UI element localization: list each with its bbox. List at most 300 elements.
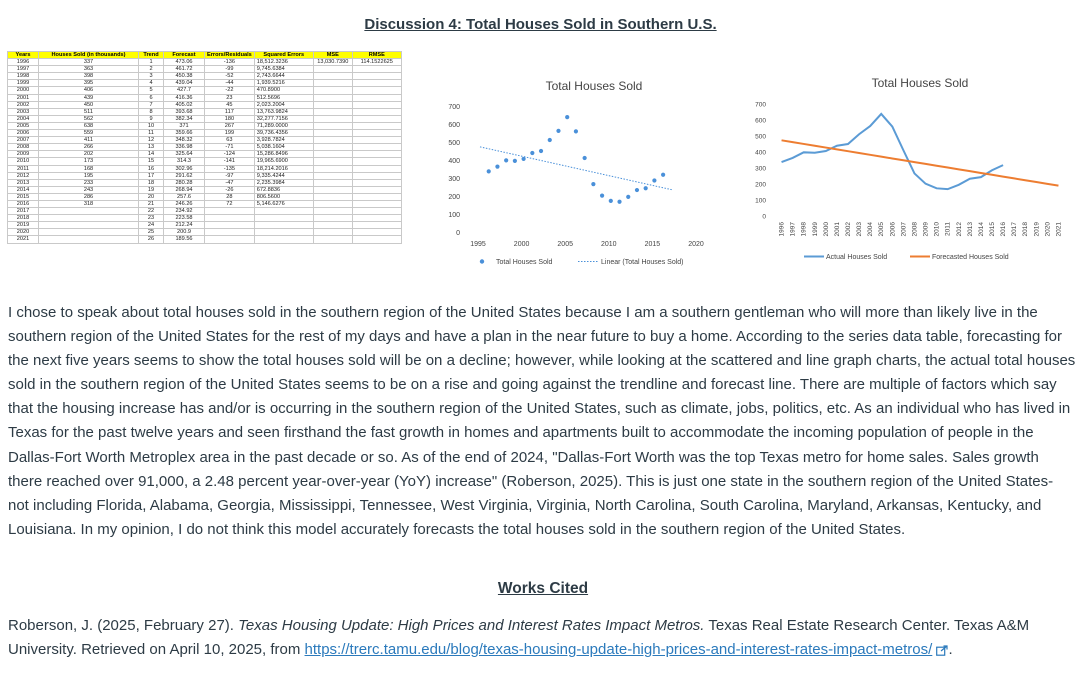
table-cell	[254, 236, 313, 243]
table-header-cell: MSE	[313, 52, 352, 59]
table-cell	[352, 186, 401, 193]
table-cell: 63	[205, 137, 255, 144]
x-tick-label: 2010	[601, 241, 617, 248]
y-tick-label: 400	[755, 149, 766, 157]
table-cell	[313, 186, 352, 193]
table-cell: 3,928.7824	[254, 137, 313, 144]
table-cell	[313, 144, 352, 151]
x-tick-label: 2021	[1055, 222, 1063, 237]
table-cell	[352, 137, 401, 144]
table-cell: 15	[139, 158, 164, 165]
table-cell	[313, 73, 352, 80]
y-tick-label: 300	[755, 165, 766, 173]
table-cell: 1996	[8, 59, 39, 66]
data-point	[644, 186, 648, 190]
table-cell: 21	[139, 200, 164, 207]
table-cell: 314.3	[164, 158, 205, 165]
table-cell: 19	[139, 186, 164, 193]
table-cell: 9	[139, 115, 164, 122]
table-cell	[254, 208, 313, 215]
table-cell: 450	[39, 101, 139, 108]
table-cell	[313, 122, 352, 129]
data-point	[574, 129, 578, 133]
table-cell: 393.68	[164, 108, 205, 115]
table-cell: -26	[205, 186, 255, 193]
table-cell: 268.94	[164, 186, 205, 193]
table-cell: 286	[39, 193, 139, 200]
table-cell: 806.5600	[254, 193, 313, 200]
table-row	[8, 179, 402, 186]
table-cell	[205, 208, 255, 215]
table-cell: -135	[205, 165, 255, 172]
y-tick-label: 600	[755, 117, 766, 125]
table-cell	[352, 172, 401, 179]
table-cell: 2000	[8, 87, 39, 94]
table-cell: 470.8900	[254, 87, 313, 94]
y-tick-label: 300	[448, 176, 460, 183]
table-cell	[313, 193, 352, 200]
table-cell: -52	[205, 73, 255, 80]
table-cell: 2013	[8, 179, 39, 186]
x-tick-label: 2006	[889, 222, 897, 237]
table-header-cell: Trend	[139, 52, 164, 59]
table-cell: 461.72	[164, 66, 205, 73]
table-row	[8, 66, 402, 73]
x-tick-label: 2019	[1033, 222, 1041, 237]
table-cell: 473.06	[164, 59, 205, 66]
x-tick-label: 2008	[911, 222, 919, 237]
table-cell	[352, 215, 401, 222]
table-row	[8, 151, 402, 158]
x-tick-label: 1995	[470, 241, 486, 248]
table-cell	[352, 236, 401, 243]
table-row	[8, 101, 402, 108]
table-cell: -141	[205, 158, 255, 165]
x-tick-label: 2010	[933, 222, 941, 237]
table-cell: 18,214.2016	[254, 165, 313, 172]
table-cell: 2,743.6644	[254, 73, 313, 80]
table-cell: 18,512.3236	[254, 59, 313, 66]
table-cell	[205, 236, 255, 243]
table-cell: -136	[205, 59, 255, 66]
table-cell: 2010	[8, 158, 39, 165]
table-cell: 9,335.4244	[254, 172, 313, 179]
table-cell	[313, 172, 352, 179]
x-tick-label: 2017	[1011, 222, 1019, 237]
chart-title: Total Houses Sold	[545, 79, 643, 93]
x-tick-label: 1997	[789, 222, 797, 237]
table-cell: 439	[39, 94, 139, 101]
x-tick-label: 2020	[688, 241, 704, 248]
table-cell	[313, 208, 352, 215]
table-cell: 450.38	[164, 73, 205, 80]
table-cell: 511	[39, 108, 139, 115]
table-cell: 8	[139, 108, 164, 115]
table-cell	[313, 158, 352, 165]
data-point	[522, 157, 526, 161]
table-cell: 337	[39, 59, 139, 66]
table-cell: 114.1522625	[352, 59, 401, 66]
x-tick-label: 2013	[966, 222, 974, 237]
table-cell: 16	[139, 165, 164, 172]
table-cell	[39, 222, 139, 229]
table-cell	[205, 229, 255, 236]
table-cell	[39, 208, 139, 215]
table-cell: 1	[139, 59, 164, 66]
table-cell: 411	[39, 137, 139, 144]
table-cell: 28	[205, 193, 255, 200]
x-tick-label: 2014	[977, 222, 985, 237]
table-cell	[313, 215, 352, 222]
table-cell	[313, 80, 352, 87]
y-tick-label: 200	[448, 194, 460, 201]
table-cell: 25	[139, 229, 164, 236]
y-tick-label: 500	[755, 133, 766, 141]
table-row	[8, 172, 402, 179]
table-cell: -99	[205, 66, 255, 73]
table-cell: 4	[139, 80, 164, 87]
table-cell	[313, 115, 352, 122]
table-cell: 359.66	[164, 130, 205, 137]
table-cell: 1999	[8, 80, 39, 87]
table-cell: 257.6	[164, 193, 205, 200]
table-cell: -97	[205, 172, 255, 179]
citation	[8, 614, 1076, 662]
table-cell	[352, 66, 401, 73]
table-cell: -47	[205, 179, 255, 186]
table-cell: 233	[39, 179, 139, 186]
table-row	[8, 80, 402, 87]
table-cell: 189.56	[164, 236, 205, 243]
table-cell	[352, 144, 401, 151]
x-tick-label: 2000	[513, 241, 530, 248]
chart-title: Total Houses Sold	[871, 76, 969, 90]
table-row	[8, 236, 402, 243]
table-cell	[39, 236, 139, 243]
table-cell: 439.04	[164, 80, 205, 87]
table-row	[8, 108, 402, 115]
table-cell: 246.26	[164, 200, 205, 207]
data-point	[609, 199, 613, 203]
table-cell: 173	[39, 158, 139, 165]
table-cell	[254, 215, 313, 222]
table-cell: 19,965.6900	[254, 158, 313, 165]
legend-label: Actual Houses Sold	[826, 254, 888, 261]
table-cell: 13	[139, 144, 164, 151]
data-point	[652, 178, 656, 182]
table-cell: 45	[205, 101, 255, 108]
citation-title: Texas Housing Update: High Prices and Interest Rates Impact Metros.	[238, 617, 705, 634]
data-point	[600, 194, 604, 198]
table-cell	[313, 151, 352, 158]
page-title: Discussion 4: Total Houses Sold in Southern U.S.	[364, 16, 717, 33]
table-cell: 348.32	[164, 137, 205, 144]
table-header-cell: RMSE	[352, 52, 401, 59]
x-tick-label: 2002	[845, 222, 852, 237]
table-cell: 1,939.5216	[254, 80, 313, 87]
data-point	[539, 149, 543, 153]
data-point	[556, 129, 560, 133]
table-cell: 2018	[8, 215, 39, 222]
table-cell: 2021	[8, 236, 39, 243]
data-point	[617, 200, 621, 204]
table-row	[8, 115, 402, 122]
table-cell: 6	[139, 94, 164, 101]
table-cell	[313, 137, 352, 144]
x-tick-label: 1996	[778, 222, 786, 237]
table-row	[8, 144, 402, 151]
table-cell: 14	[139, 151, 164, 158]
table-cell: 2002	[8, 101, 39, 108]
table-cell: 2,235.3984	[254, 179, 313, 186]
table-cell: 202	[39, 151, 139, 158]
table-cell	[352, 193, 401, 200]
table-cell: 32,277.7156	[254, 115, 313, 122]
table-row	[8, 215, 402, 222]
table-cell: 200.9	[164, 229, 205, 236]
table-cell: 416.36	[164, 94, 205, 101]
y-tick-label: 100	[448, 212, 460, 219]
data-point	[548, 138, 552, 142]
table-cell: 2007	[8, 137, 39, 144]
x-tick-label: 2007	[900, 222, 908, 237]
table-cell: 23	[139, 215, 164, 222]
table-cell: 5,038.1604	[254, 144, 313, 151]
table-cell: 5	[139, 87, 164, 94]
table-cell: 2001	[8, 94, 39, 101]
line-chart	[746, 68, 1074, 280]
x-tick-label: 2001	[833, 222, 841, 237]
table-cell: 512.5696	[254, 94, 313, 101]
table-cell	[313, 101, 352, 108]
y-tick-label: 400	[448, 158, 460, 165]
table-header-cell: Houses Sold (in thousands)	[39, 52, 139, 59]
x-tick-label: 2009	[922, 222, 930, 237]
table-cell: 2020	[8, 229, 39, 236]
data-point	[565, 115, 569, 119]
works-cited-heading: Works Cited	[497, 580, 589, 597]
table-cell: 2011	[8, 165, 39, 172]
x-tick-label: 2012	[955, 222, 963, 237]
x-tick-label: 2005	[878, 222, 886, 237]
table-cell: 2017	[8, 208, 39, 215]
table-cell: 24	[139, 222, 164, 229]
x-tick-label: 2004	[867, 222, 875, 237]
table-cell	[205, 215, 255, 222]
table-cell: 2005	[8, 122, 39, 129]
legend-label: Forecasted Houses Sold	[932, 254, 1009, 261]
table-cell: 17	[139, 172, 164, 179]
table-cell	[352, 87, 401, 94]
table-cell	[352, 122, 401, 129]
table-header-cell: Forecast	[164, 52, 205, 59]
x-tick-label: 2016	[1000, 222, 1008, 237]
table-cell: 2009	[8, 151, 39, 158]
table-body	[8, 59, 402, 243]
table-cell: 318	[39, 200, 139, 207]
table-cell: 1997	[8, 66, 39, 73]
data-point	[626, 195, 630, 199]
x-tick-label: 2003	[856, 222, 864, 237]
table-cell: 7	[139, 101, 164, 108]
table-cell	[313, 179, 352, 186]
paragraph-text: I chose to speak about total houses sold in the southern region of the United States because I am a southern gentleman who will more than likely live in the southern region of the United States for the rest of my days and have a plan in the near future to buy a home. According to the series data table, forecasting for the next five years seems to show the total houses sold will be on a decline; however, while looking at the scattered and line graph charts, the actual total houses sold in the southern region of the United States seems to be on a rise and going against the trendline and forecast line. There are multiple of factors which say that the housing increase has and/or is occurring in the southern region of the United States, such as climate, jobs, politics, etc. As an individual who has lived in Texas for the past twelve years and seen firsthand the fast growth in homes and apartments built to accommodate the incoming population of people in the Dallas-Fort Worth Metroplex area in the past decade or so. As of the end of 2024, "Dallas-Fort Worth was the top Texas metro for home sales. Sales growth there reached over 91,000, a 2.48 percent year-over-year (YoY) increase" (Roberson, 2025). This is just one state in the southern region of the United States- not including Florida, Alabama, Georgia, Mississippi, Tennessee, West Virginia, Virginia, North Carolina, South Carolina, Maryland, Arkansas, Kentucky, and Louisiana. In my opinion, I do not think this model accurately forecasts the total houses sold in the southern region of the United States.	[8, 304, 1076, 538]
data-point	[583, 156, 587, 160]
table-row	[8, 87, 402, 94]
table-cell: 2015	[8, 193, 39, 200]
table-cell: 302.96	[164, 165, 205, 172]
table-cell: 71,289.0000	[254, 122, 313, 129]
table-cell: 266	[39, 144, 139, 151]
table-row	[8, 94, 402, 101]
table-cell	[352, 151, 401, 158]
table-cell	[313, 87, 352, 94]
table-cell	[352, 208, 401, 215]
citation-author: Roberson, J. (2025, February 27).	[8, 617, 239, 634]
table-cell	[313, 66, 352, 73]
table-cell: 2,023.2004	[254, 101, 313, 108]
table-cell: 3	[139, 73, 164, 80]
table-cell: 195	[39, 172, 139, 179]
table-cell	[313, 229, 352, 236]
table-row	[8, 122, 402, 129]
table-cell	[313, 200, 352, 207]
table-cell	[352, 179, 401, 186]
table-cell	[39, 229, 139, 236]
table-header-row	[8, 52, 402, 59]
table-cell	[313, 165, 352, 172]
table-cell: 267	[205, 122, 255, 129]
table-cell	[352, 73, 401, 80]
x-tick-label: 2011	[944, 222, 952, 236]
data-point	[487, 169, 491, 173]
table-cell: 23	[205, 94, 255, 101]
table-cell: 427.7	[164, 87, 205, 94]
table-cell: 18	[139, 179, 164, 186]
table-cell	[352, 94, 401, 101]
table-cell: 2004	[8, 115, 39, 122]
table-cell: 22	[139, 208, 164, 215]
x-tick-label: 2000	[822, 222, 830, 237]
legend-label: Linear (Total Houses Sold)	[601, 259, 684, 266]
table-cell: -71	[205, 144, 255, 151]
table-cell: 168	[39, 165, 139, 172]
table-cell: 5,146.6276	[254, 200, 313, 207]
table-cell: 180	[205, 115, 255, 122]
y-tick-label: 700	[448, 104, 460, 111]
table-cell: -124	[205, 151, 255, 158]
table-cell: 13,030.7390	[313, 59, 352, 66]
table-cell: 15,286.8496	[254, 151, 313, 158]
table-cell	[39, 215, 139, 222]
table-cell: 672.8836	[254, 186, 313, 193]
table-cell: 1998	[8, 73, 39, 80]
series-line-actual	[782, 114, 1004, 189]
x-tick-label: 2020	[1044, 222, 1052, 237]
table-cell: 2003	[8, 108, 39, 115]
y-tick-label: 600	[448, 122, 460, 129]
table-cell	[254, 222, 313, 229]
table-cell	[352, 108, 401, 115]
table-cell	[352, 130, 401, 137]
trend-line	[480, 147, 672, 190]
table-cell: 2019	[8, 222, 39, 229]
table-cell: 223.58	[164, 215, 205, 222]
data-point	[504, 158, 508, 162]
data-point	[495, 165, 499, 169]
table-cell	[313, 94, 352, 101]
table-cell: 382.34	[164, 115, 205, 122]
y-tick-label: 100	[755, 197, 766, 205]
citation-link[interactable]: https://trerc.tamu.edu/blog/texas-housing-update-high-prices-and-interest-rates-impact-metros/	[304, 641, 933, 658]
table-cell: 199	[205, 130, 255, 137]
table-cell: 2016	[8, 200, 39, 207]
table-cell: 280.28	[164, 179, 205, 186]
table-cell	[313, 222, 352, 229]
table-row	[8, 229, 402, 236]
table-row	[8, 59, 402, 66]
table-cell	[313, 108, 352, 115]
table-header-cell: Squared Errors	[254, 52, 313, 59]
table-cell	[205, 222, 255, 229]
table-cell: 9,745.6384	[254, 66, 313, 73]
table-cell: 2	[139, 66, 164, 73]
table-cell	[313, 130, 352, 137]
data-table	[7, 51, 402, 244]
table-cell: 12	[139, 137, 164, 144]
table-cell: 398	[39, 73, 139, 80]
table-cell: 363	[39, 66, 139, 73]
citation-end: .	[948, 641, 953, 658]
table-cell: 405.02	[164, 101, 205, 108]
x-tick-label: 2015	[989, 222, 996, 237]
table-cell	[352, 158, 401, 165]
table-row	[8, 165, 402, 172]
x-tick-label: 2005	[557, 241, 573, 248]
table-cell	[313, 236, 352, 243]
table-cell: 2008	[8, 144, 39, 151]
external-link-icon[interactable]	[936, 645, 948, 656]
table-cell	[352, 101, 401, 108]
table-cell: 2014	[8, 186, 39, 193]
table-cell: 2012	[8, 172, 39, 179]
table-cell: 13,763.9824	[254, 108, 313, 115]
y-tick-label: 0	[762, 213, 766, 221]
table-row	[8, 130, 402, 137]
table-cell: 371	[164, 122, 205, 129]
table-cell	[352, 200, 401, 207]
table-cell: 20	[139, 193, 164, 200]
table-row	[8, 222, 402, 229]
table-header-cell: Years	[8, 52, 39, 59]
table-cell: 336.98	[164, 144, 205, 151]
table-cell: 291.62	[164, 172, 205, 179]
y-tick-label: 200	[755, 181, 766, 189]
data-point	[661, 173, 665, 177]
table-cell: 559	[39, 130, 139, 137]
table-cell: 10	[139, 122, 164, 129]
y-tick-label: 0	[456, 230, 460, 237]
table-cell: 39,736.4356	[254, 130, 313, 137]
table-cell: -44	[205, 80, 255, 87]
scatter-chart	[446, 68, 722, 280]
table-cell: -22	[205, 87, 255, 94]
data-point	[635, 188, 639, 192]
table-cell	[254, 229, 313, 236]
y-tick-label: 700	[755, 101, 766, 109]
data-point	[591, 182, 595, 186]
table-header-cell: Errors/Residuals	[205, 52, 255, 59]
